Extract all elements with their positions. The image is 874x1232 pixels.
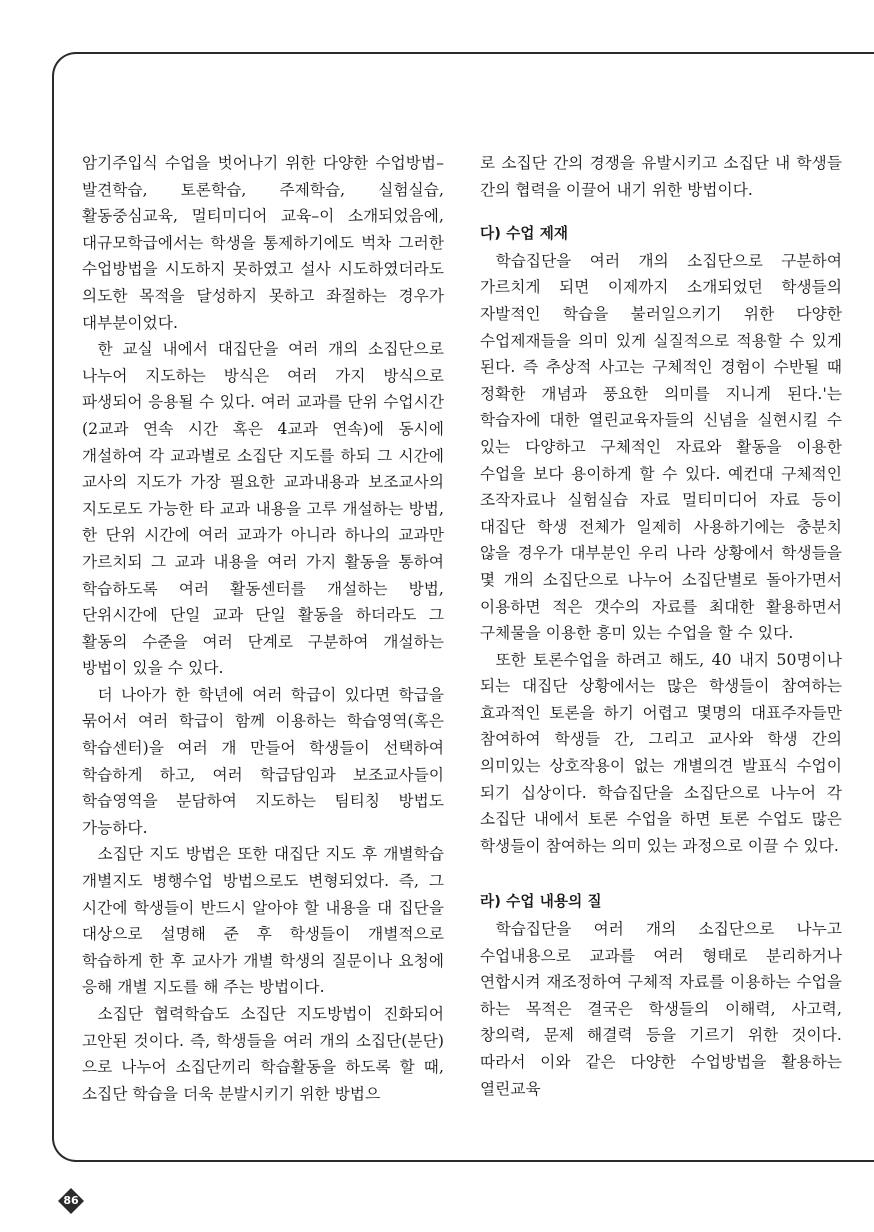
right-column [480,150,842,1102]
section-heading-ra: 라) 수업 내용의 질 [480,893,602,911]
page-number-badge [57,1187,85,1215]
paragraph: 학습집단을 여러 개의 소집단으로 구분하여 가르치게 되면 이제까지 소개되었던 학생들의 자발적인 학습을 불러일으키기 위한 다양한 수업제재들을 의미 있게 실질적으로 적용할 수 있게 된다. 즉 추상적 사고는 구체적인 경험이 수반될 때 정확한 개념과 풍요한 의미를 지니게 된다.'는 학습자에 대한 열린교육자들의 신념을 실현시킬 수 있는 다양하고 구체적인 자료와 활동을 이용한 수업을 보다 용이하게 할 수 있다. 예컨대 구체적인 조작자료나 실험실습 자료 멀티미디어 자료 등이 대집단 학생 전체가 일제히 사용하기에는 충분치 않을 경우가 대부분인 우리 나라 상황에서 학생들을 몇 개의 소집단으로 나누어 소집단별로 돌아가면서 이용하면 적은 갯수의 자료를 최대한 활용하면서 구체물을 이용한 흥미 있는 수업을 할 수 있다. [480,251,842,643]
paragraph: 암기주입식 수업을 벗어나기 위한 다양한 수업방법–발견학습, 토론학습, 주제학습, 실험실습, 활동중심교육, 멀티미디어 교육–이 소개되었음에, 대규모학급에서는 학생을 통제하기에도 벅차 그러한 수업방법을 시도하지 못하였고 설사 시도하였더라도 의도한 목적을 달성하지 못하고 좌절하는 경우가 대부분이었다. [82,154,444,332]
paragraph: 한 교실 내에서 대집단을 여러 개의 소집단으로 나누어 지도하는 방식은 여러 가지 방식으로 파생되어 응용될 수 있다. 여러 교과를 단위 수업시간(2교과 연속 시간 혹은 4교과 연속)에 동시에 개설하여 각 교과별로 소집단 지도를 하되 그 시간에 교사의 지도가 가장 필요한 교과내용과 보조교사의 지도로도 가능한 타 교과 내용을 고루 개설하는 방법, 한 단위 시간에 여러 교과가 아니라 하나의 교과만 가르치되 그 교과 내용을 여러 가지 활동을 통하여 학습하도록 여러 활동센터를 개설하는 방법, 단위시간에 단일 교과 단일 활동을 하더라도 그 활동의 수준을 여러 단계로 구분하여 개설하는 방법이 있을 수 있다. [82,340,444,678]
paragraph: 소집단 지도 방법은 또한 대집단 지도 후 개별학습 개별지도 병행수업 방법으로도 변형되었다. 즉, 그 시간에 학생들이 반드시 알아야 할 내용을 대 집단을 대상으로 설명해 준 후 학생들이 개별적으로 학습하게 한 후 교사가 개별 학생의 질문이나 요청에 응해 개별 지도를 해 주는 방법이다. [82,845,444,997]
left-column [82,150,444,1107]
paragraph-continuation: 로 소집단 간의 경쟁을 유발시키고 소집단 내 학생들 간의 협력을 이끌어 내기 위한 방법이다. [480,154,842,199]
page-number: 86 [63,1194,79,1207]
section-gap [480,859,842,889]
paragraph: 또한 토론수업을 하려고 해도, 40 내지 50명이나 되는 대집단 상황에서는 많은 학생들이 참여하는 효과적인 토론을 하기 어렵고 몇명의 대표주자들만 참여하여 학생들 간, 그리고 교사와 학생 간의 의미있는 상호작용이 없는 개별의견 발표식 수업이 되기 십상이다. 학습집단을 소집단으로 나누어 각 소집단 내에서 토론 수업을 하면 토론 수업도 많은 학생들이 참여하는 의미 있는 과정으로 이끌 수 있다. [480,650,842,855]
section-heading-da: 다) 수업 제재 [480,225,569,243]
paragraph: 소집단 협력학습도 소집단 지도방법이 진화되어 고안된 것이다. 즉, 학생들을 여러 개의 소집단(분단)으로 나누어 소집단끼리 학습활동을 하도록 할 때, 소집단 학습을 더욱 분발시키기 위한 방법으 [82,1005,444,1103]
paragraph: 학습집단을 여러 개의 소집단으로 나누고 수업내용으로 교과를 여러 형태로 분리하거나 연합시켜 재조정하여 구체적 자료를 이용하는 수업을 하는 목적은 결국은 학생들의 이해력, 사고력, 창의력, 문제 해결력 등을 기르기 위한 것이다. 따라서 이와 같은 다양한 수업방법을 활용하는 열린교육 [480,920,842,1098]
paragraph: 더 나아가 한 학년에 여러 학급이 있다면 학급을 묶어서 여러 학급이 함께 이용하는 학습영역(혹은 학습센터)을 여러 개 만들어 학생들이 선택하여 학습하게 하고, 여러 학급담임과 보조교사들이 학습영역을 분담하여 지도하는 팀티칭 방법도 가능하다. [82,685,444,837]
